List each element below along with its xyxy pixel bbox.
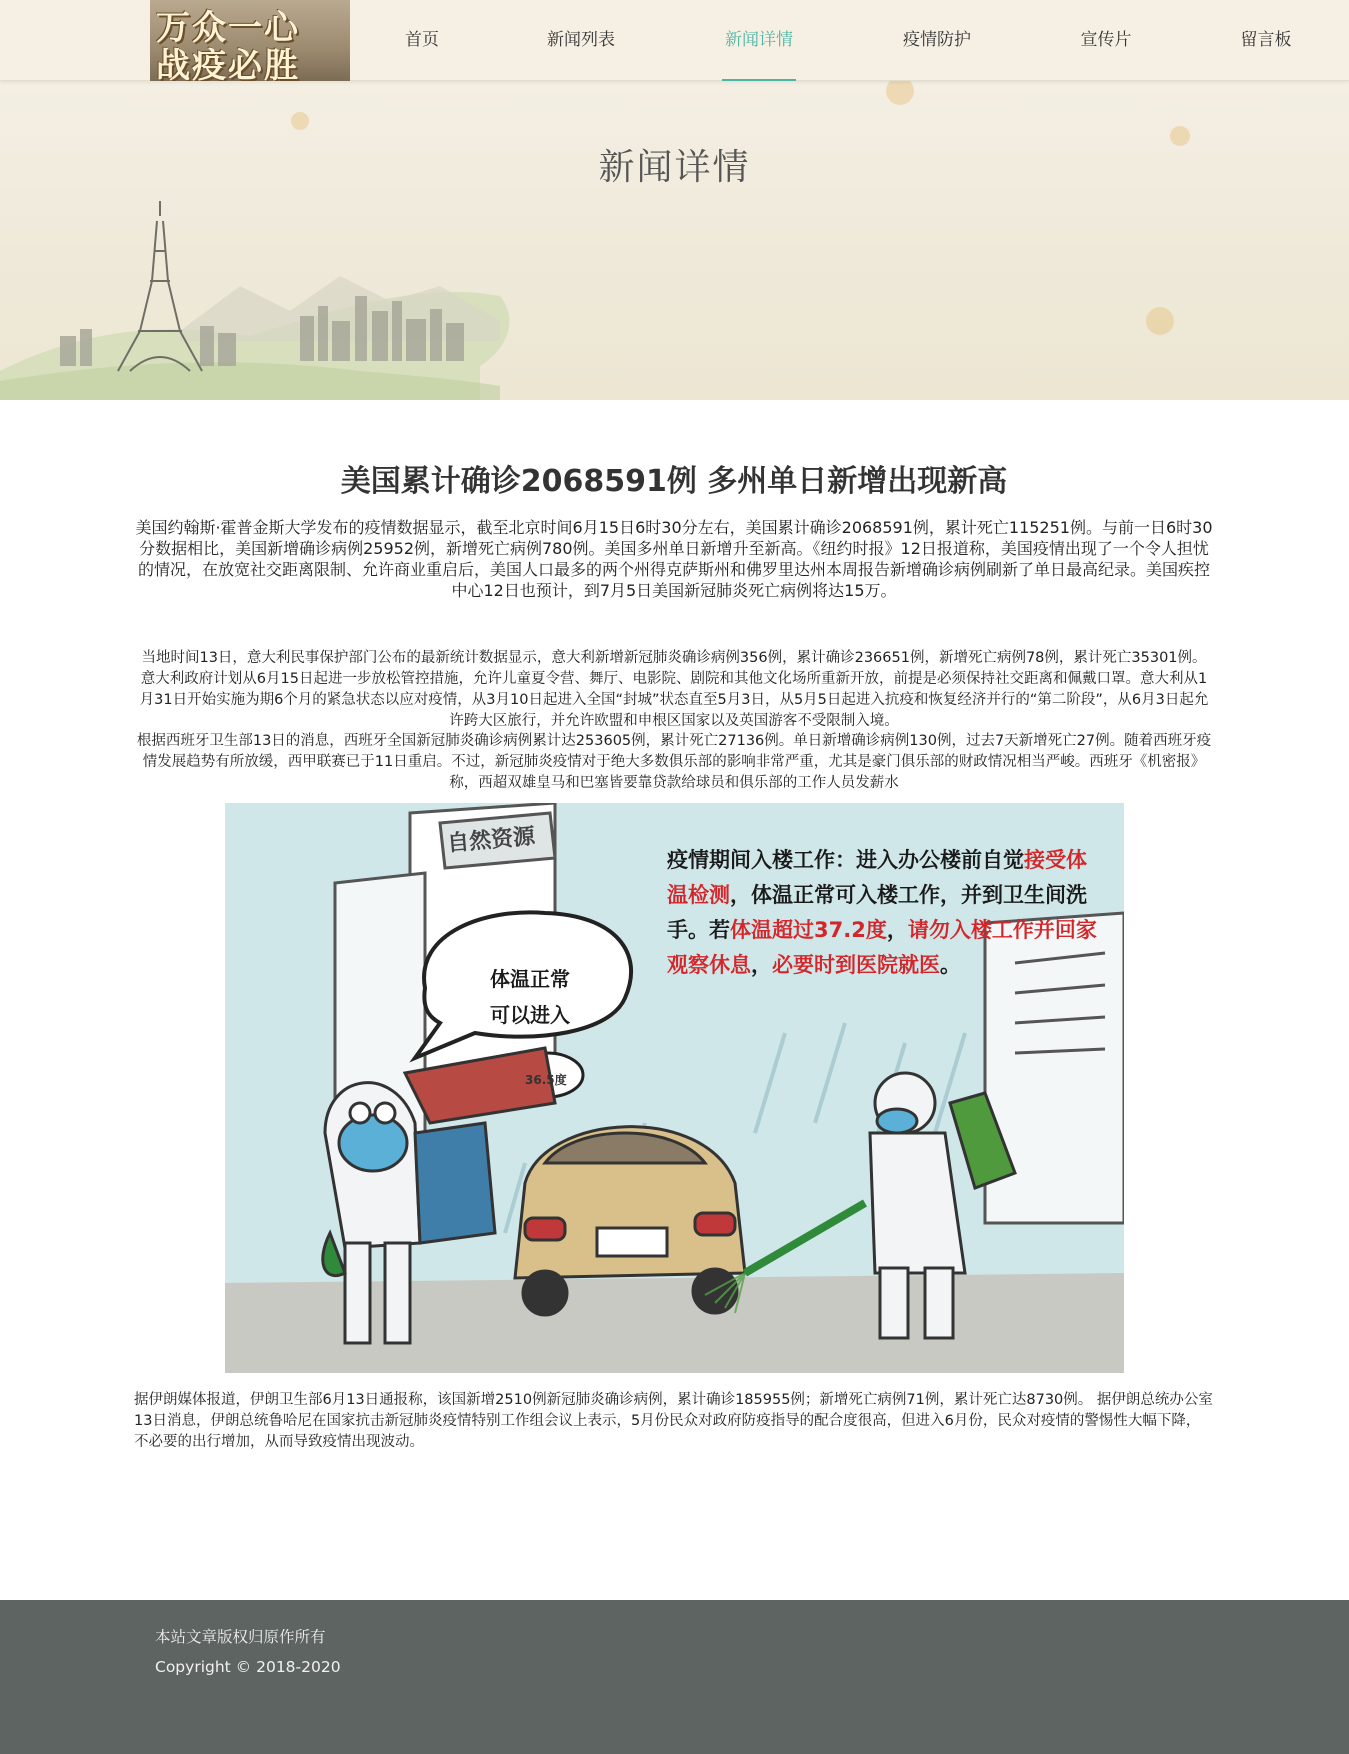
caption-part-red: 请勿入楼工作并回家观察休息 <box>667 918 1097 977</box>
cartoon-temperature-reading: 36.5度 <box>525 1073 567 1087</box>
page-banner <box>0 81 1349 400</box>
logo-line-2: 战疫必胜 <box>156 46 300 81</box>
caption-part: 疫情期间入楼工作：进入办公楼前自觉 <box>667 848 1024 872</box>
article-paragraph-2: 当地时间13日，意大利民事保护部门公布的最新统计数据显示，意大利新增新冠肺炎确诊病例356例，累计确诊236651例，新增死亡病例78例，累计死亡35301例。 意大利政府计划从6月15日起进一步放松管控措施，允许儿童夏令营、舞厅、电影院、剧院和其他文化场所重新开放，前提是必须保持社交距离和佩戴口罩。意大利从1月31日开始实施为期6个月的紧急状态以应对疫情，从3月10日起进入全国“封城”状态直至5月3日，从5月5日起进入抗疫和恢复经济并行的“第二阶段”，从6月3日起允许跨大区旅行，并允许欧盟和申根区国家以及英国游客不受限制入境。 <box>139 650 1209 729</box>
nav-promo-video[interactable]: 宣传片 <box>1080 30 1132 50</box>
banner-title: 新闻详情 <box>598 147 751 188</box>
site-logo[interactable] <box>150 0 350 81</box>
caption-part-red: 必要时到医院就医 <box>772 953 940 977</box>
caption-part: 。 <box>940 953 961 977</box>
footer-copyright-notice: 本站文章版权归原作所有 <box>155 1628 326 1646</box>
cartoon-caption <box>667 843 1107 983</box>
article-paragraph-4: 据伊朗媒体报道，伊朗卫生部6月13日通报称，该国新增2510例新冠肺炎确诊病例，累计确诊185955例；新增死亡病例71例，累计死亡达8730例。 据伊朗总统办公室13日消息，伊朗总统鲁哈尼在国家抗击新冠肺炎疫情特别工作组会议上表示，5月份民众对政府防疫指导的配合度很高，但进入6月份，民众对疫情的警惕性大幅下降，不必要的出行增加，从而导致疫情出现波动。 <box>134 1392 1213 1450</box>
caption-part-red: 体温超过37.2度 <box>730 918 887 942</box>
nav-news-list[interactable]: 新闻列表 <box>547 30 615 50</box>
article-paragraph-3: 根据西班牙卫生部13日的消息，西班牙全国新冠肺炎确诊病例累计达253605例，累计死亡27136例。单日新增确诊病例130例，过去7天新增死亡27例。随着西班牙疫情发展趋势有所放缓，西甲联赛已于11日重启。不过，新冠肺炎疫情对于绝大多数俱乐部的影响非常严重，尤其是豪门俱乐部的财政情况相当严峻。西班牙《机密报》称，西超双雄皇马和巴塞皆要靠贷款给球员和俱乐部的工作人员发薪水 <box>136 733 1212 791</box>
site-footer <box>0 1600 1349 1754</box>
article-image-cartoon <box>225 803 1124 1373</box>
nav-news-detail[interactable]: 新闻详情 <box>722 0 796 81</box>
nav-message-board[interactable]: 留言板 <box>1240 30 1292 50</box>
bubble-line-1: 体温正常 <box>490 967 570 991</box>
bubble-line-2: 可以进入 <box>490 1003 570 1027</box>
article-paragraph-1: 美国约翰斯·霍普金斯大学发布的疫情数据显示，截至北京时间6月15日6时30分左右，美国累计确诊2068591例，累计死亡115251例。与前一日6时30分数据相比，美国新增确诊病例25952例，新增死亡病例780例。美国多州单日新增升至新高。《纽约时报》12日报道称，美国疫情出现了一个令人担忧的情况，在放宽社交距离限制、允许商业重启后，美国人口最多的两个州得克萨斯州和佛罗里达州本周报告新增确诊病例刷新了单日最高纪录。美国疾控中心12日也预计，到7月5日美国新冠肺炎死亡病例将达15万。 <box>135 518 1213 600</box>
cartoon-speech-bubble <box>470 961 590 1033</box>
nav-epidemic-protection[interactable]: 疫情防护 <box>903 30 971 50</box>
footer-copyright-years: Copyright © 2018-2020 <box>155 1658 341 1676</box>
banner-illustration <box>0 81 1349 400</box>
caption-part-red: 接受体温检测 <box>667 848 1087 907</box>
logo-line-1: 万众一心 <box>156 8 300 48</box>
article-title: 美国累计确诊2068591例 多州单日新增出现新高 <box>340 464 1008 499</box>
cartoon-sign-text: 自然资源 <box>446 824 537 857</box>
caption-part: ， <box>751 953 772 977</box>
site-header <box>0 0 1349 81</box>
nav-home[interactable]: 首页 <box>405 30 439 50</box>
caption-part: ，体温正常可入楼工作，并到卫生间洗手。若 <box>667 883 1087 942</box>
caption-part: ， <box>886 918 908 942</box>
